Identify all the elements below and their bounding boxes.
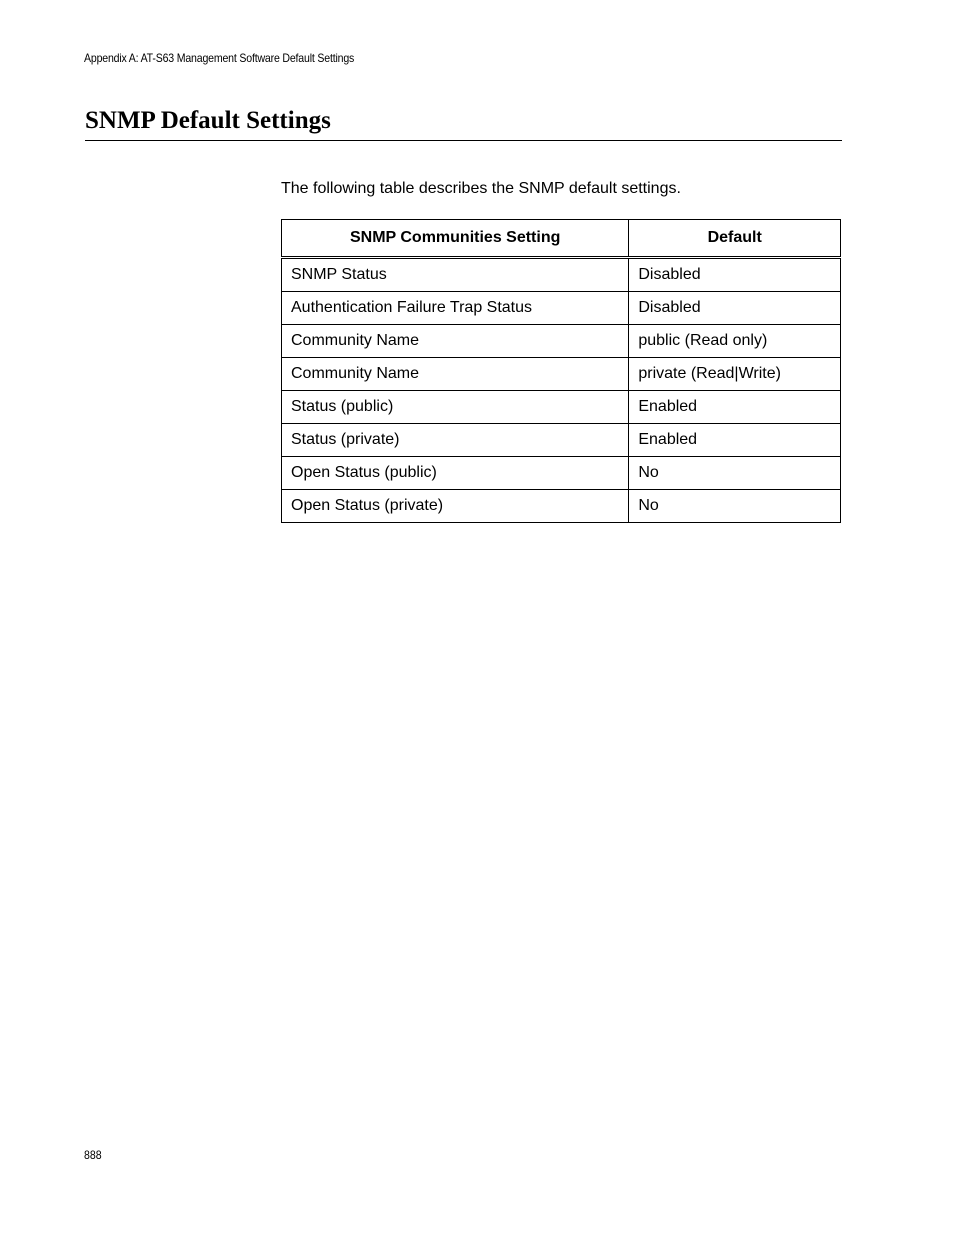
- table-header-row: [282, 220, 841, 258]
- default-cell: Enabled: [629, 391, 841, 424]
- default-cell: Disabled: [629, 292, 841, 325]
- table-row: [282, 258, 841, 292]
- snmp-defaults-table: [281, 219, 841, 523]
- column-header-setting: SNMP Communities Setting: [282, 220, 629, 258]
- setting-cell: Status (private): [282, 424, 629, 457]
- intro-paragraph: The following table describes the SNMP default settings.: [281, 180, 681, 197]
- setting-cell: Open Status (private): [282, 490, 629, 523]
- title-rule: [85, 140, 842, 141]
- table-row: [282, 292, 841, 325]
- setting-cell: SNMP Status: [282, 258, 629, 292]
- table-row: [282, 391, 841, 424]
- table-row: [282, 325, 841, 358]
- section-title: SNMP Default Settings: [85, 107, 331, 134]
- table-row: [282, 457, 841, 490]
- setting-cell: Open Status (public): [282, 457, 629, 490]
- running-header: Appendix A: AT-S63 Management Software Default Settings: [84, 51, 355, 65]
- page-number: 888: [84, 1148, 102, 1162]
- setting-cell: Community Name: [282, 358, 629, 391]
- default-cell: No: [629, 490, 841, 523]
- default-cell: Enabled: [629, 424, 841, 457]
- table-row: [282, 424, 841, 457]
- column-header-default: Default: [629, 220, 841, 258]
- default-cell: No: [629, 457, 841, 490]
- default-cell: public (Read only): [629, 325, 841, 358]
- setting-cell: Authentication Failure Trap Status: [282, 292, 629, 325]
- table-row: [282, 358, 841, 391]
- table-row: [282, 490, 841, 523]
- default-cell: private (Read|Write): [629, 358, 841, 391]
- default-cell: Disabled: [629, 258, 841, 292]
- setting-cell: Community Name: [282, 325, 629, 358]
- setting-cell: Status (public): [282, 391, 629, 424]
